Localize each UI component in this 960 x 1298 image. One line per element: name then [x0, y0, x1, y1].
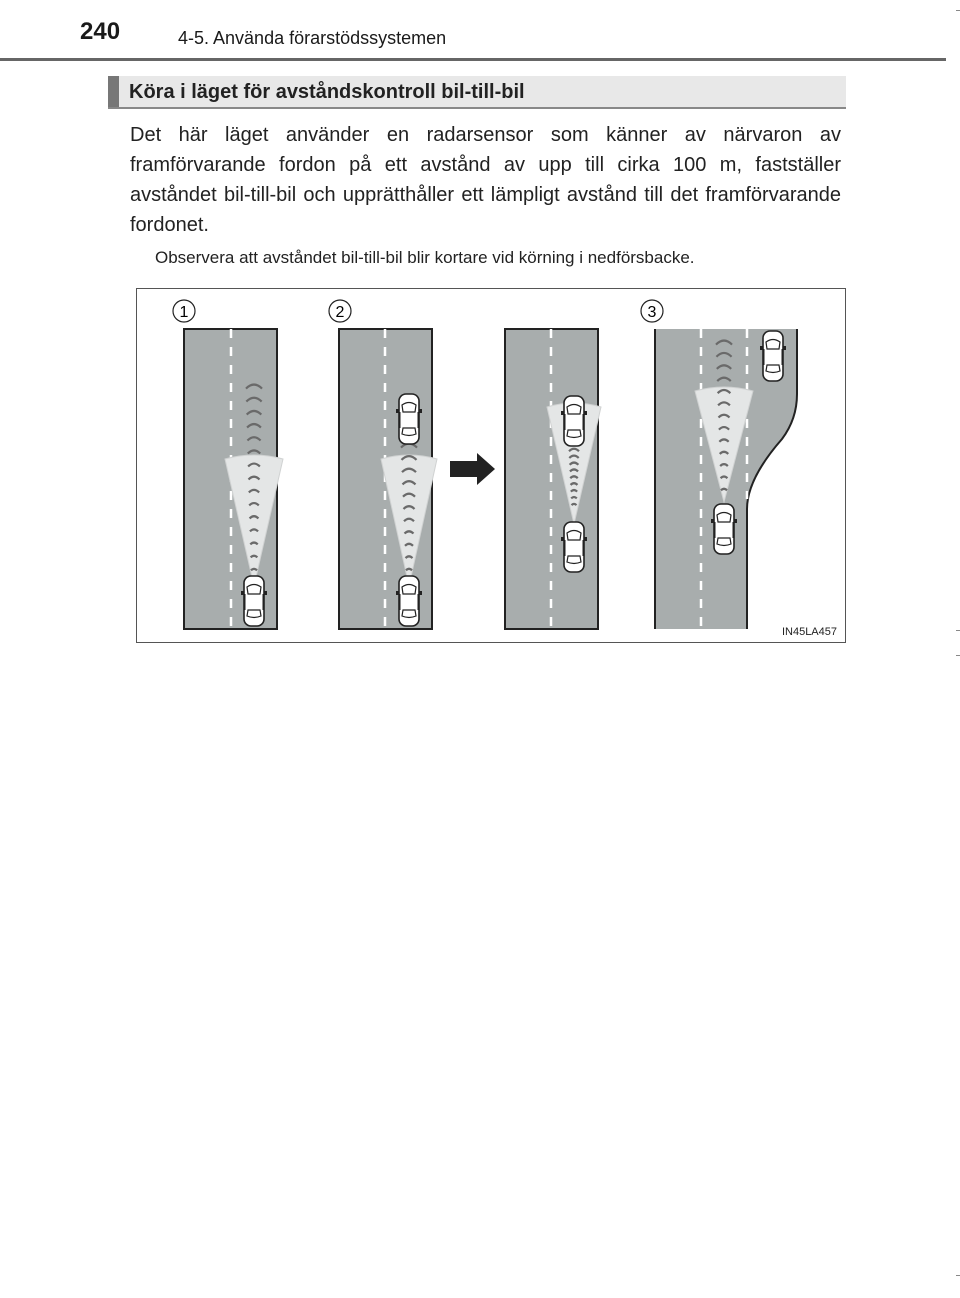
car-icon: [396, 576, 422, 626]
note-paragraph: Observera att avståndet bil-till-bil blir kortare vid körning i nedförsbacke.: [155, 248, 695, 267]
body-paragraph: Det här läget använder en radarsensor som känner av närvaron av framförvarande fordon på ett avstånd av upp till cirka 100 m, fastställer avståndet bil-till-bil och upprätthåller ett lämpligt avstånd till det framförvarande fordonet.: [130, 124, 841, 236]
svg-text:1: 1: [179, 304, 189, 321]
svg-text:3: 3: [647, 304, 657, 321]
edge-tick: [956, 655, 960, 656]
road-illustration: [137, 289, 845, 642]
right-arrow-icon: [450, 453, 495, 485]
step-marker-1: [173, 300, 195, 322]
figure-code: IN45LA457: [781, 626, 837, 638]
step-marker-2: [329, 300, 351, 322]
section-title: Köra i läget för avståndskontroll bil-till-bil: [129, 81, 525, 103]
car-icon: [561, 522, 587, 572]
banner-accent: [108, 76, 119, 107]
edge-tick: [956, 1275, 960, 1276]
page-number: 240: [80, 18, 121, 45]
car-icon: [241, 576, 267, 626]
illustration-figure: [136, 288, 846, 643]
car-icon: [711, 504, 737, 554]
radar-wave-arc: [572, 504, 577, 505]
car-icon: [760, 331, 786, 381]
header-rule: [0, 58, 946, 61]
chapter-title: 4-5. Använda förarstödssystemen: [178, 28, 447, 48]
edge-tick: [956, 10, 960, 11]
svg-text:2: 2: [335, 304, 345, 321]
step-marker-3: [641, 300, 663, 322]
section-banner: [108, 76, 846, 109]
car-icon: [561, 396, 587, 446]
edge-tick: [956, 630, 960, 631]
car-icon: [396, 394, 422, 444]
